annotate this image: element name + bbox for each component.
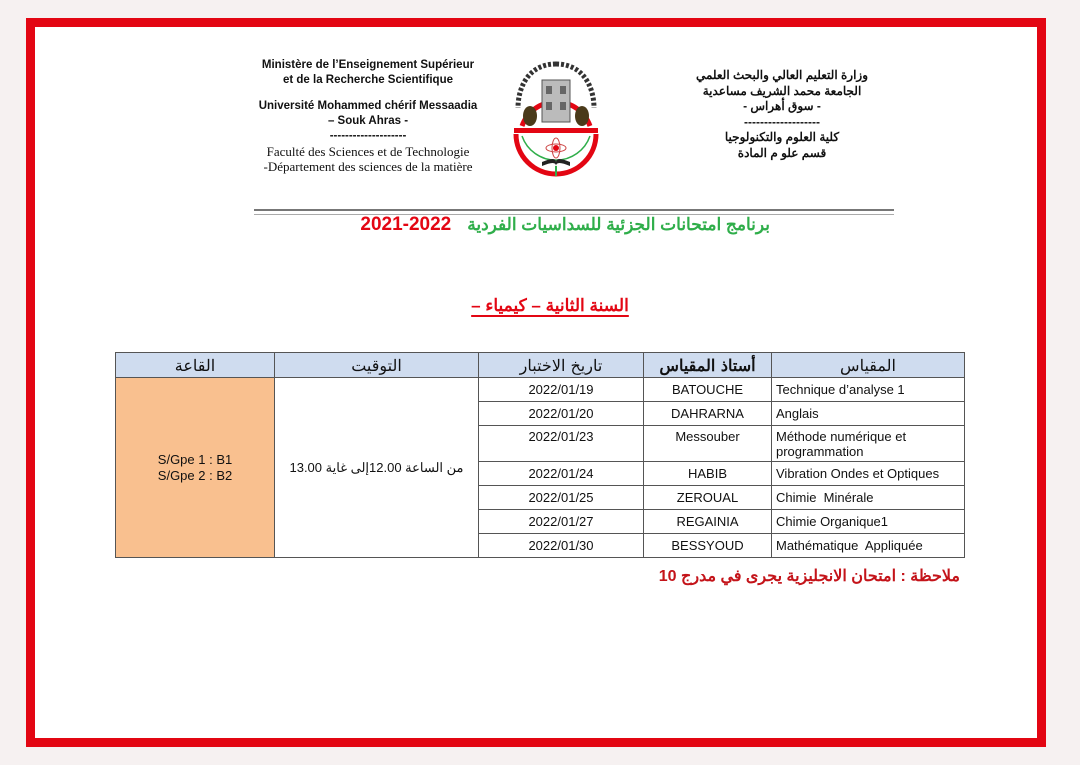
university-line2: – Souk Ahras -: [327, 115, 409, 127]
header-room: القاعة: [116, 353, 275, 378]
professor-name: HABIB: [644, 462, 772, 486]
university-emblem-icon: [508, 58, 604, 198]
exam-date: 2022/01/19: [479, 378, 644, 402]
header-exam-date: تاريخ الاختبار: [479, 353, 644, 378]
module-name: Méthode numérique et programmation: [772, 426, 965, 462]
subtitle-text: السنة الثانية – كيمياء –: [471, 296, 629, 315]
header-professor: أستاذ المقياس: [644, 353, 772, 378]
table-row: [116, 378, 965, 402]
header-module: المقياس: [772, 353, 965, 378]
title-text: برنامج امتحانات الجزئية للسداسيات الفردية: [467, 215, 770, 234]
header-arabic: [662, 68, 902, 161]
document-title: [330, 214, 770, 240]
exam-date: 2022/01/27: [479, 510, 644, 534]
english-exam-note: ملاحظة : امتحان الانجليزية يجرى في مدرج 10: [658, 568, 960, 585]
module-name: Vibration Ondes et Optiques: [772, 462, 965, 486]
module-name: Anglais: [772, 402, 965, 426]
department-arabic: قسم علو م المادة: [737, 145, 827, 160]
ministry-arabic: وزارة التعليم العالي والبحث العلمي: [695, 68, 869, 82]
department-name: -Département des sciences de la matière: [263, 159, 473, 174]
faculty-arabic: كلية العلوم والتكنولوجيا: [724, 130, 840, 144]
university-line1: Université Mohammed chérif Messaadia: [258, 100, 478, 112]
exam-date: 2022/01/30: [479, 534, 644, 558]
module-name: Mathématique Appliquée: [772, 534, 965, 558]
module-name: Technique d’analyse 1: [772, 378, 965, 402]
faculty-name: Faculté des Sciences et de Technologie: [266, 144, 470, 159]
logo-lion-right: [575, 106, 589, 126]
logo-bar: [514, 128, 598, 133]
professor-name: REGAINIA: [644, 510, 772, 534]
ministry-line2: et de la Recherche Scientifique: [282, 74, 453, 86]
professor-name: ZEROUAL: [644, 486, 772, 510]
header-french: [240, 58, 496, 174]
exam-date: 2022/01/20: [479, 402, 644, 426]
university-arabic: الجامعة محمد الشريف مساعدية: [702, 83, 862, 98]
header-separator: --------------------: [329, 130, 407, 142]
city-arabic: - سوق أهراس -: [743, 99, 821, 113]
professor-name: BESSYOUD: [644, 534, 772, 558]
module-name: Chimie Minérale: [772, 486, 965, 510]
title-year: 2022-2021: [360, 214, 452, 235]
header-time: التوقيت: [275, 353, 479, 378]
module-name: Chimie Organique1: [772, 510, 965, 534]
logo-lion-left: [523, 106, 537, 126]
exam-schedule-table: [115, 352, 965, 558]
professor-name: Messouber: [644, 426, 772, 462]
table-header-row: [116, 353, 965, 378]
professor-name: DAHRARNA: [644, 402, 772, 426]
room-cell: [116, 378, 275, 558]
header-separator-arabic: -------------------: [744, 114, 820, 129]
ministry-line1: Ministère de l’Enseignement Supérieur: [261, 59, 475, 71]
professor-name: BATOUCHE: [644, 378, 772, 402]
exam-date: 2022/01/23: [479, 426, 644, 462]
time-cell: من الساعة 12.00إلى غاية 13.00: [275, 378, 479, 558]
exam-date: 2022/01/24: [479, 462, 644, 486]
class-subtitle: [430, 296, 670, 316]
room-group-2: S/Gpe 2 : B2: [157, 467, 233, 483]
room-group-1: S/Gpe 1 : B1: [157, 451, 233, 467]
exam-date: 2022/01/25: [479, 486, 644, 510]
